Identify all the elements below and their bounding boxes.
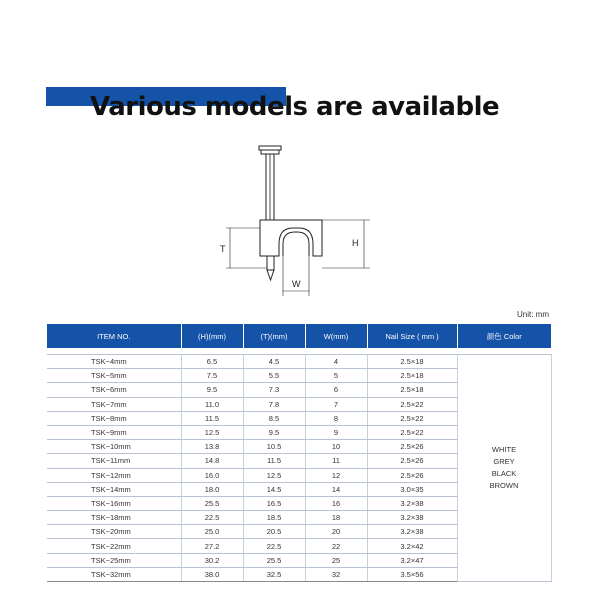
unit-note: Unit: mm: [517, 310, 549, 319]
clip-body: [260, 220, 322, 256]
cell-item-no: TSK−5mm: [47, 369, 181, 383]
page-heading: Various models are available: [90, 92, 500, 122]
cell-t: 32.5: [243, 567, 305, 581]
specs-table: [47, 324, 552, 582]
cell-h: 38.0: [181, 567, 243, 581]
cell-t: 7.3: [243, 383, 305, 397]
cell-h: 9.5: [181, 383, 243, 397]
header-w: W(mm): [305, 324, 367, 348]
label-h: H: [352, 238, 359, 248]
cell-nail-size: 2.5×18: [367, 355, 457, 369]
cell-w: 4: [305, 355, 367, 369]
label-t: T: [220, 244, 226, 254]
cell-item-no: TSK−25mm: [47, 553, 181, 567]
dimension-w: [283, 256, 309, 296]
cell-w: 32: [305, 567, 367, 581]
cell-h: 14.8: [181, 454, 243, 468]
cell-item-no: TSK−4mm: [47, 355, 181, 369]
cell-nail-size: 3.2×38: [367, 511, 457, 525]
cell-item-no: TSK−10mm: [47, 440, 181, 454]
cell-t: 14.5: [243, 482, 305, 496]
cell-item-no: TSK−14mm: [47, 482, 181, 496]
nail-icon: [259, 146, 281, 280]
cell-nail-size: 2.5×26: [367, 454, 457, 468]
cell-item-no: TSK−22mm: [47, 539, 181, 553]
header-item-no: ITEM NO.: [47, 324, 181, 348]
dimension-h: [322, 220, 370, 268]
cell-t: 9.5: [243, 425, 305, 439]
color-option: BROWN: [489, 481, 519, 490]
label-w: W: [292, 279, 301, 289]
cell-w: 8: [305, 411, 367, 425]
cell-item-no: TSK−20mm: [47, 525, 181, 539]
cell-t: 7.8: [243, 397, 305, 411]
color-option: BLACK: [491, 469, 517, 478]
cell-w: 10: [305, 440, 367, 454]
cell-nail-size: 2.5×22: [367, 411, 457, 425]
cell-h: 18.0: [181, 482, 243, 496]
cell-t: 10.5: [243, 440, 305, 454]
cell-nail-size: 3.2×42: [367, 539, 457, 553]
cell-t: 5.5: [243, 369, 305, 383]
cell-t: 8.5: [243, 411, 305, 425]
color-option: WHITE: [491, 445, 517, 454]
header-t: (T)(mm): [243, 324, 305, 348]
cell-nail-size: 3.0×35: [367, 482, 457, 496]
cell-nail-size: 2.5×26: [367, 468, 457, 482]
color-option: GREY: [493, 457, 515, 466]
cell-h: 30.2: [181, 553, 243, 567]
cell-t: 4.5: [243, 355, 305, 369]
cell-item-no: TSK−9mm: [47, 425, 181, 439]
cell-h: 25.0: [181, 525, 243, 539]
cell-item-no: TSK−32mm: [47, 567, 181, 581]
cell-t: 12.5: [243, 468, 305, 482]
cell-nail-size: 2.5×18: [367, 369, 457, 383]
cell-t: 18.5: [243, 511, 305, 525]
cell-w: 25: [305, 553, 367, 567]
cell-h: 22.5: [181, 511, 243, 525]
cell-item-no: TSK−11mm: [47, 454, 181, 468]
cell-nail-size: 3.5×56: [367, 567, 457, 581]
cell-h: 13.8: [181, 440, 243, 454]
cell-item-no: TSK−6mm: [47, 383, 181, 397]
cable-clip-diagram: [210, 140, 390, 300]
cell-t: 22.5: [243, 539, 305, 553]
header-color: 颜色 Color: [457, 324, 551, 348]
cell-t: 16.5: [243, 496, 305, 510]
cell-w: 9: [305, 425, 367, 439]
cell-w: 11: [305, 454, 367, 468]
cell-color-options: [457, 355, 551, 582]
cell-nail-size: 3.2×47: [367, 553, 457, 567]
cell-w: 6: [305, 383, 367, 397]
cell-h: 27.2: [181, 539, 243, 553]
cell-h: 7.5: [181, 369, 243, 383]
cell-h: 12.5: [181, 425, 243, 439]
cell-h: 6.5: [181, 355, 243, 369]
cell-h: 25.5: [181, 496, 243, 510]
cell-item-no: TSK−12mm: [47, 468, 181, 482]
cell-h: 11.0: [181, 397, 243, 411]
cell-t: 11.5: [243, 454, 305, 468]
cell-nail-size: 2.5×18: [367, 383, 457, 397]
cell-h: 11.5: [181, 411, 243, 425]
cell-w: 18: [305, 511, 367, 525]
cell-w: 12: [305, 468, 367, 482]
cell-nail-size: 2.5×22: [367, 397, 457, 411]
cell-item-no: TSK−8mm: [47, 411, 181, 425]
cell-w: 7: [305, 397, 367, 411]
cell-w: 14: [305, 482, 367, 496]
cell-w: 16: [305, 496, 367, 510]
cell-t: 25.5: [243, 553, 305, 567]
table-row: [47, 355, 551, 369]
cell-nail-size: 2.5×22: [367, 425, 457, 439]
cell-nail-size: 3.2×38: [367, 525, 457, 539]
cell-item-no: TSK−7mm: [47, 397, 181, 411]
cell-item-no: TSK−18mm: [47, 511, 181, 525]
cell-nail-size: 3.2×38: [367, 496, 457, 510]
cell-nail-size: 2.5×26: [367, 440, 457, 454]
cell-item-no: TSK−16mm: [47, 496, 181, 510]
header-h: (H)(mm): [181, 324, 243, 348]
cell-t: 20.5: [243, 525, 305, 539]
cell-h: 16.0: [181, 468, 243, 482]
table-body: [47, 348, 551, 582]
cell-w: 22: [305, 539, 367, 553]
cell-w: 20: [305, 525, 367, 539]
table-header-row: [47, 324, 551, 348]
cell-w: 5: [305, 369, 367, 383]
header-nail-size: Nail Size ( mm ): [367, 324, 457, 348]
